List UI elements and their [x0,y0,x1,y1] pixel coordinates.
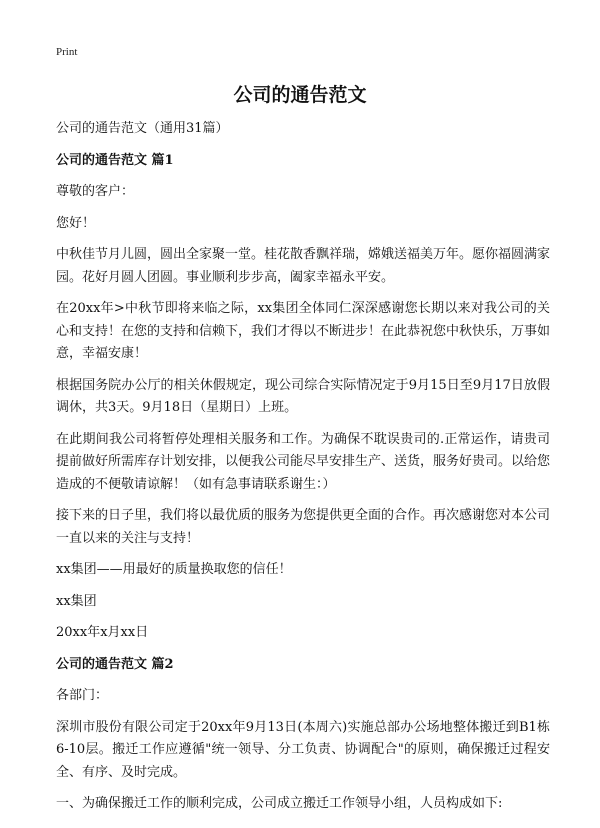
print-link[interactable]: Print [56,46,78,58]
section-2-heading: 公司的通告范文 篇2 [56,656,174,672]
section-1-paragraph-3: 根据国务院办公厅的相关休假规定，现公司综合实际情况定于9月15日至9月17日放假调休，共3天。9月18日（星期日）上班。 [56,377,550,415]
section-1-heading: 公司的通告范文 篇1 [56,152,174,168]
section-2-paragraph-1: 深圳市股份有限公司定于20xx年9月13日(本周六)实施总部办公场地整体搬迁到B1栋6-10层。搬迁工作应遵循"统一领导、分工负责、协调配合"的原则，确保搬迁过程安全、有序、及时完成。 [56,719,550,780]
document-subtitle: 公司的通告范文（通用31篇） [56,121,229,136]
document-body [56,118,550,825]
page-title: 公司的通告范文 [233,84,367,106]
section-1-paragraph-5: 接下来的日子里，我们将以最优质的服务为您提供更全面的合作。再次感谢您对本公司一直以来的关注与支持！ [56,508,551,546]
section-2-greeting: 各部门： [56,688,109,703]
section-1-slogan: xx集团——用最好的质量换取您的信任！ [56,562,292,577]
section-2-paragraph-2: 一、为确保搬迁工作的顺利完成，公司成立搬迁工作领导小组，人员构成如下: [56,796,503,811]
section-1-date: 20xx年x月xx日 [56,625,149,640]
section-1-paragraph-4: 在此期间我公司将暂停处理相关服务和工作。为确保不耽误贵司的.正常运作，请贵司提前做好所需库存计划安排，以便我公司能尽早安排生产、送货，服务好贵司。以给您造成的不便敬请谅解！（如有急事请联系谢生：） [56,431,551,492]
section-1-greeting: 尊敬的客户： [56,184,135,199]
section-1-signature: xx集团 [56,593,97,609]
section-1-hello: 您好！ [56,215,96,231]
section-1-paragraph-2: 在20xx年>中秋节即将来临之际，xx集团全体同仁深深感谢您长期以来对我公司的关心和支持！在您的支持和信赖下，我们才得以不断进步！在此恭祝您中秋快乐，万事如意，幸福安康！ [56,301,551,361]
section-1-paragraph-1: 中秋佳节月儿圆，圆出全家聚一堂。桂花散香飘祥瑞，嫦娥送福美万年。愿你福圆满家园。花好月圆人团圆。事业顺利步步高，阖家幸福永平安。 [56,247,551,285]
